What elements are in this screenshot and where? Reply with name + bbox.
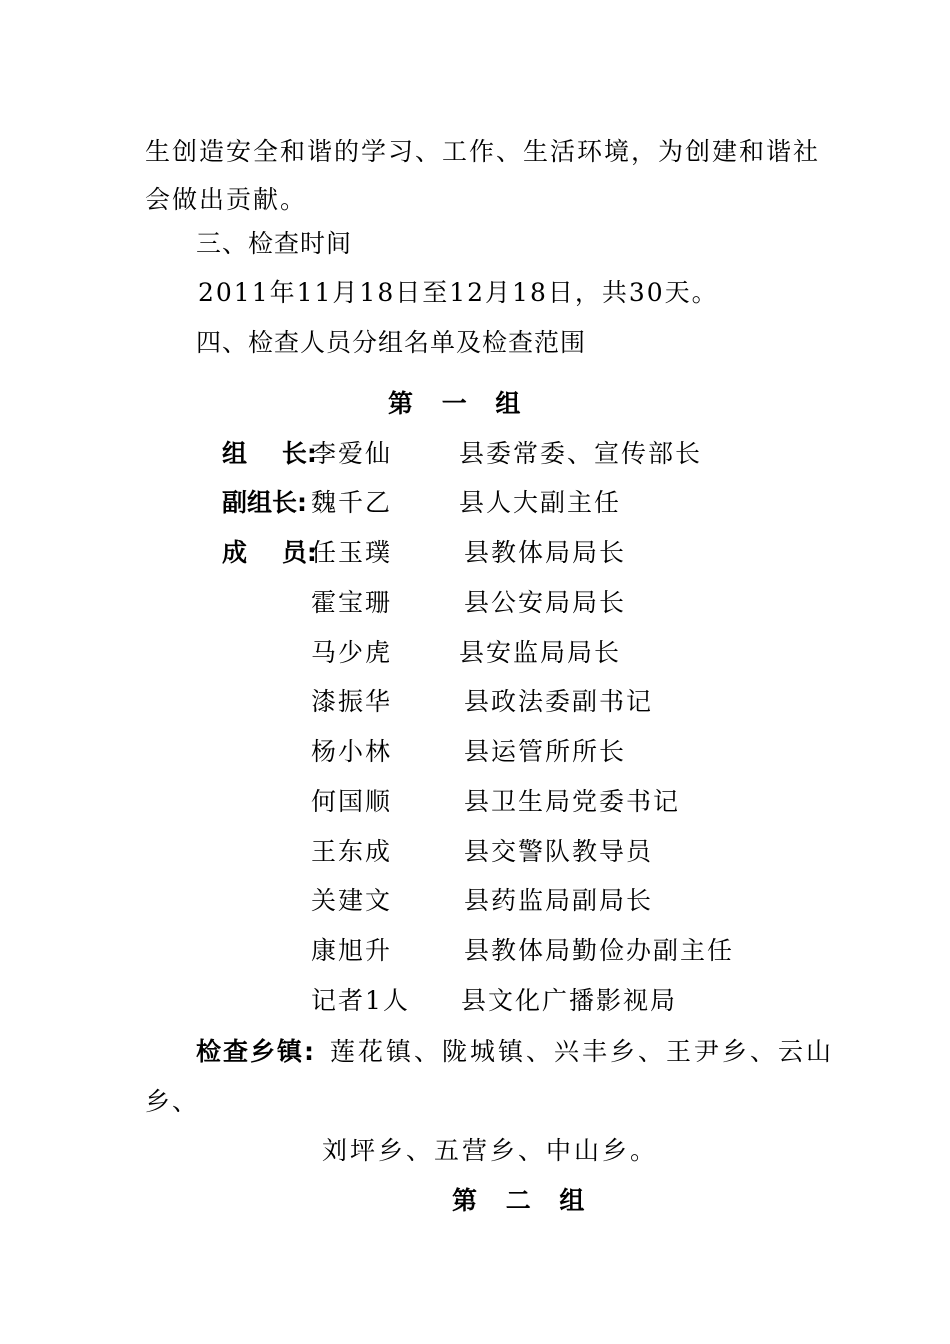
member-title: 县教体局勤俭办副主任 <box>464 936 735 965</box>
member-title: 县教体局局长 <box>464 538 627 567</box>
member-title: 县药监局副局长 <box>464 886 654 915</box>
member-title: 县公安局局长 <box>464 588 627 617</box>
section3-body: 2011年11月18日至12月18日，共30天。 <box>198 278 719 307</box>
member-name: 康旭升 <box>311 936 393 965</box>
intro-paragraph-line1: 生创造安全和谐的学习、工作、生活环境，为创建和谐社 <box>145 137 821 166</box>
deputy-leader-name: 魏千乙 <box>311 488 393 517</box>
member-name: 何国顺 <box>311 787 393 816</box>
member-name: 霍宝珊 <box>311 588 393 617</box>
group-leader-name: 李爱仙 <box>311 439 393 468</box>
towns-line3: 刘坪乡、五营乡、中山乡。 <box>322 1136 659 1165</box>
member-title: 县卫生局党委书记 <box>464 787 681 816</box>
member-title: 县文化广播影视局 <box>461 986 678 1015</box>
member-title: 县安监局局长 <box>459 638 622 667</box>
group-leader-label: 组 长: <box>222 439 317 468</box>
member-name: 王东成 <box>311 837 393 866</box>
towns-line1: 莲花镇、陇城镇、兴丰乡、王尹乡、云山 <box>330 1037 835 1066</box>
towns-label: 检查乡镇: <box>196 1037 316 1066</box>
member-name: 杨小林 <box>311 737 393 766</box>
group2-title: 第 二 组 <box>452 1186 595 1215</box>
intro-paragraph-line2: 会做出贡献。 <box>145 185 308 214</box>
member-title: 县交警队教导员 <box>464 837 654 866</box>
members-label: 成 员: <box>222 538 317 567</box>
member-name: 马少虎 <box>311 638 393 667</box>
member-name: 关建文 <box>311 886 393 915</box>
deputy-leader-title: 县人大副主任 <box>459 488 622 517</box>
member-name: 漆振华 <box>311 687 393 716</box>
section3-heading: 三、检查时间 <box>196 229 353 258</box>
section4-heading: 四、检查人员分组名单及检查范围 <box>196 328 587 357</box>
member-name: 记者1人 <box>311 986 410 1015</box>
member-title: 县运管所所长 <box>464 737 627 766</box>
group1-title: 第 一 组 <box>388 389 531 418</box>
towns-line2: 乡、 <box>145 1087 200 1116</box>
group-leader-title: 县委常委、宣传部长 <box>459 439 703 468</box>
member-title: 县政法委副书记 <box>464 687 654 716</box>
deputy-leader-label: 副组长: <box>222 488 307 517</box>
member-name: 任玉璞 <box>311 538 393 567</box>
